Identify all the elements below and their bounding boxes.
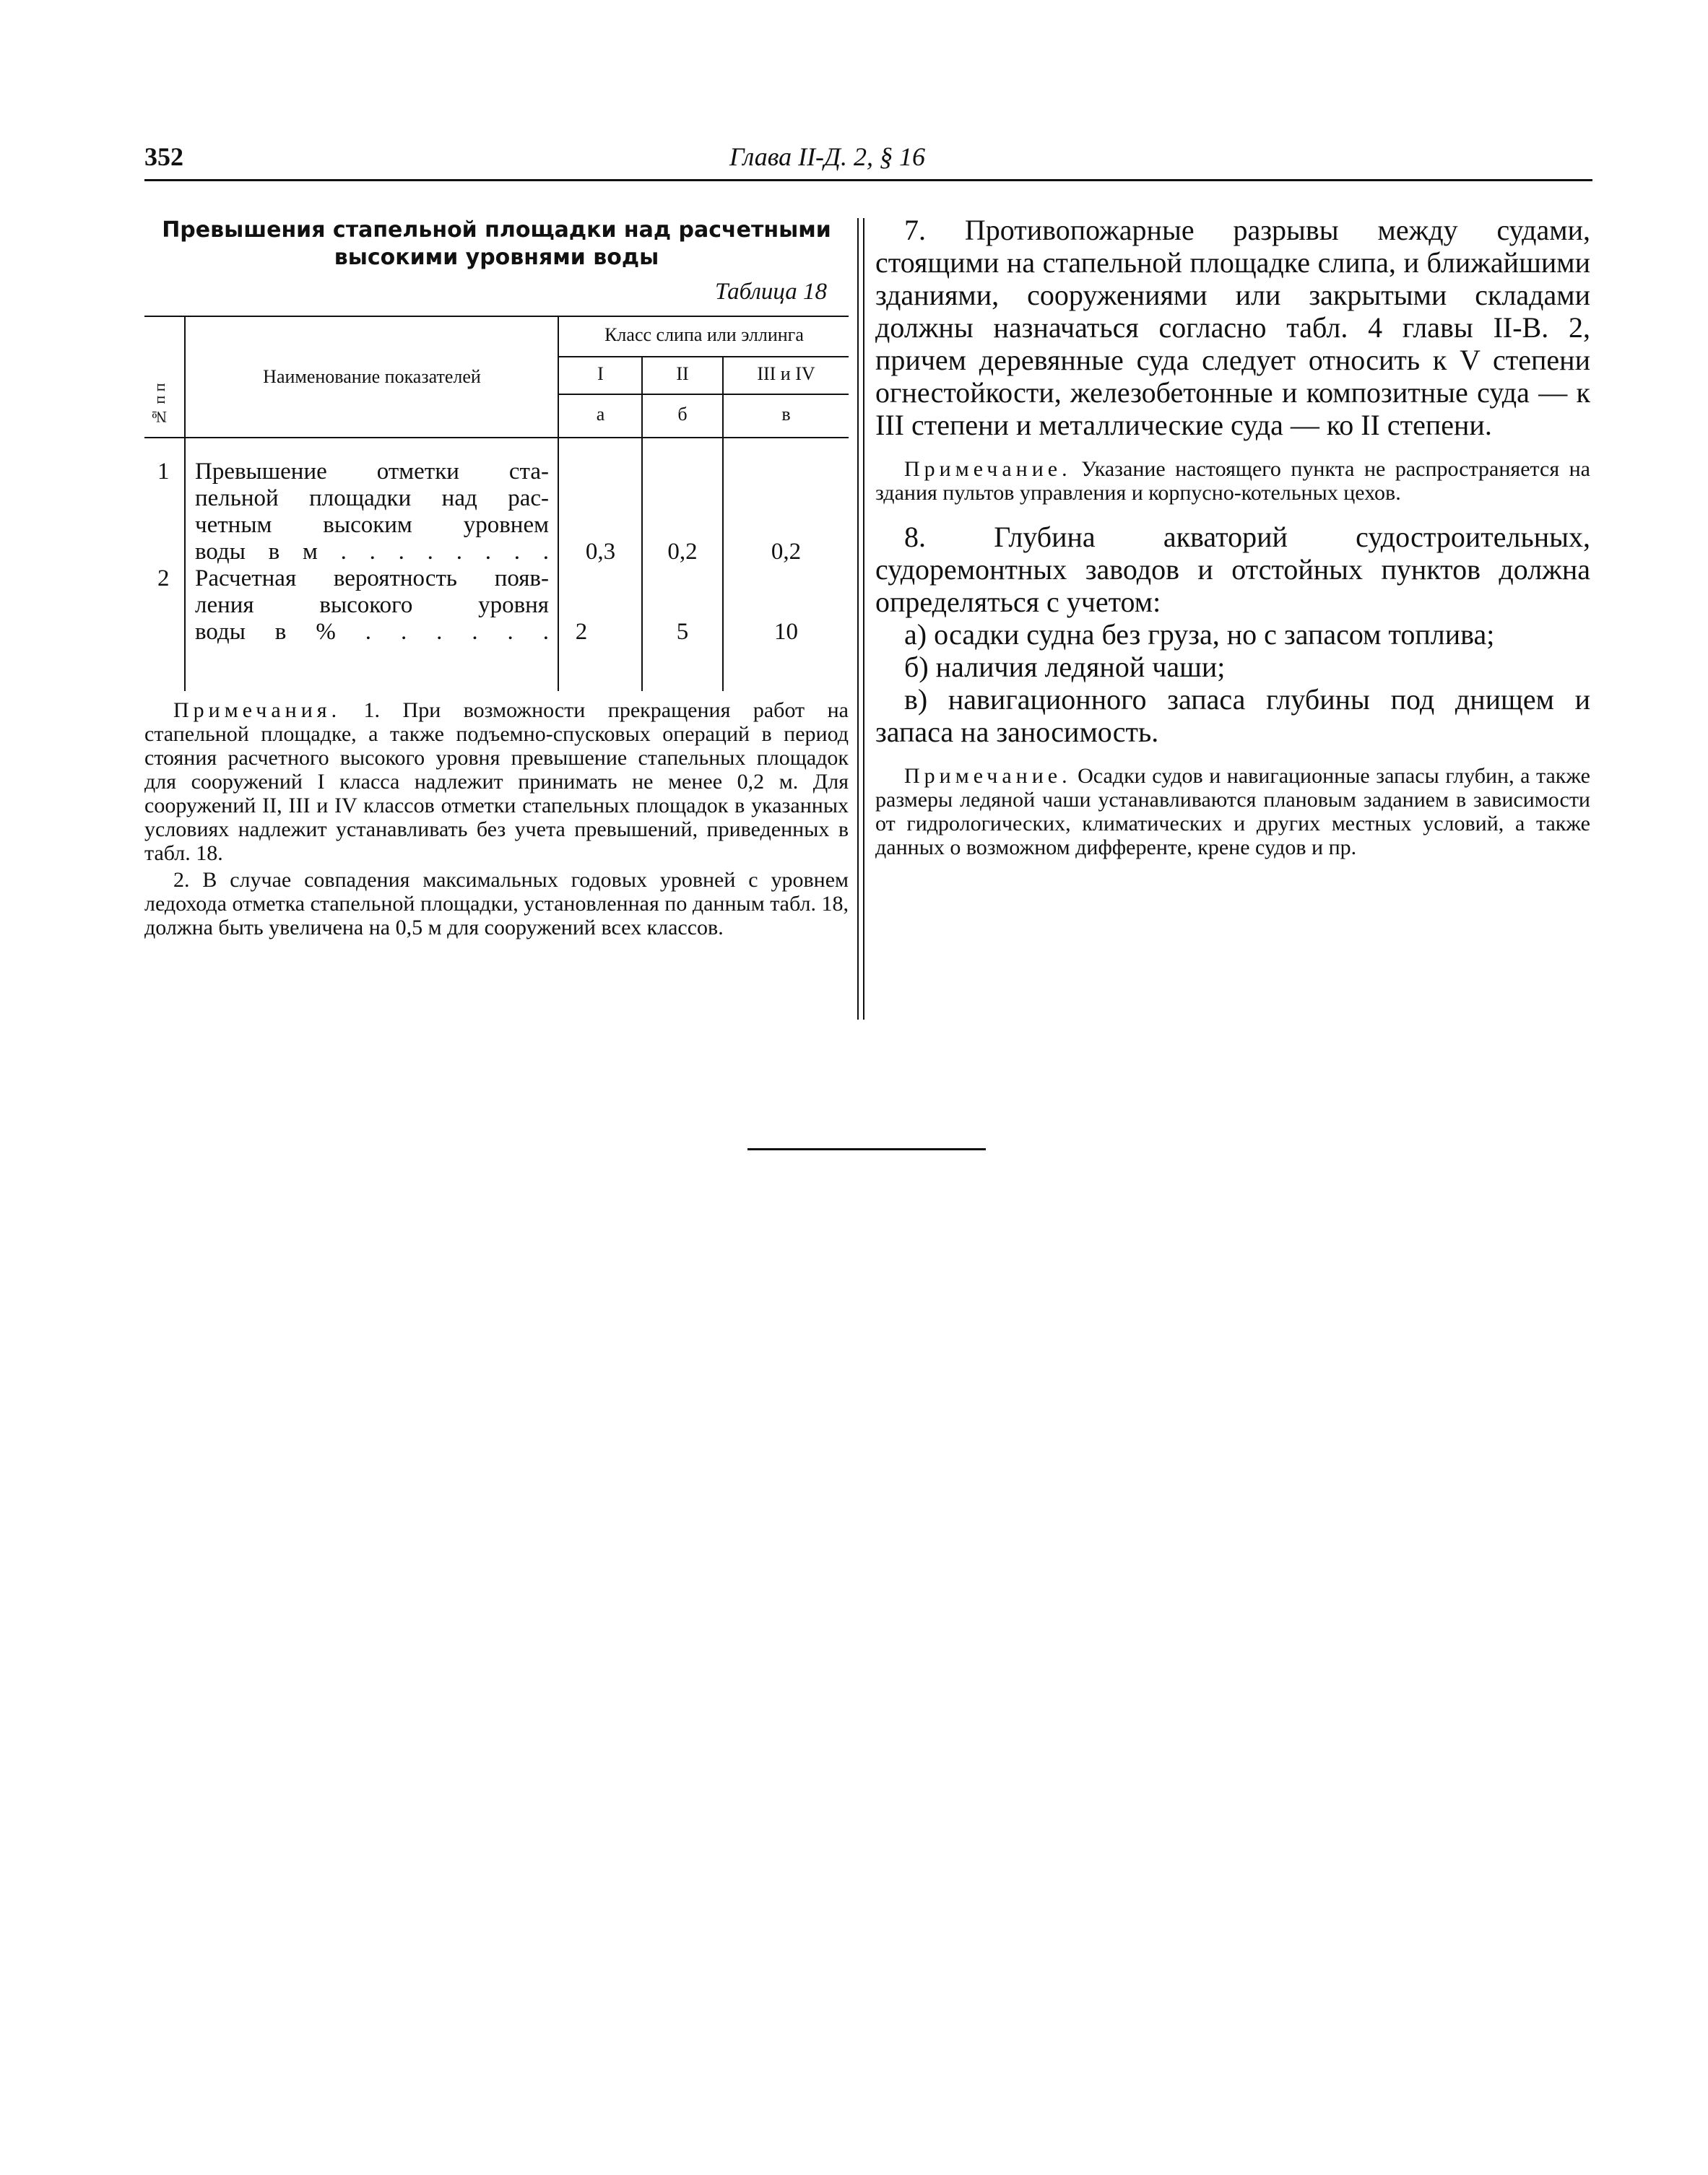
right-column bbox=[875, 214, 1590, 875]
list-item: б) наличия ледяной чаши; bbox=[904, 651, 1226, 683]
note-text: Осадки судов и навигационные запасы глубин, а также размеры ледяной чаши устанавливаются плановым заданием в зависимости от гидрологических, климатических и других местных условий, а также данных о возможном дифференте, крене судов и пр. bbox=[875, 764, 1590, 859]
note-lead: Примечания. bbox=[173, 698, 342, 722]
note-7 bbox=[875, 457, 1590, 505]
row-number: 1 bbox=[157, 459, 170, 485]
page-header bbox=[144, 142, 1592, 181]
paragraph-7: 7. Противопожарные разрывы между судами, стоящими на стапельной площадке слипа, и ближайшими зданиями, сооружениями или закрытыми складами должны назначаться согласно табл. 4 главы II-В. 2, причем деревянные суда следует относить к V степени огнестойкости, железобетонные и композитные суда — к III степени и металлические суда — ко II степени. bbox=[875, 214, 1590, 441]
note-text: Указание настоящего пункта не распространяется на здания пультов управления и корпусно-котельных цехов. bbox=[875, 457, 1590, 505]
row-number: 2 bbox=[157, 565, 170, 591]
note-lead: Примечание. bbox=[904, 764, 1072, 788]
running-head: Глава II-Д. 2, § 16 bbox=[729, 142, 925, 171]
col-name-header: Наименование показателей bbox=[263, 366, 481, 387]
row-label-line: Расчетная вероятность появ- bbox=[195, 565, 549, 591]
row-label-line: Превышение отметки ста- bbox=[195, 459, 549, 485]
page-number: 352 bbox=[144, 142, 183, 171]
class-letter: б bbox=[677, 404, 688, 425]
class-header: I bbox=[597, 363, 604, 384]
note-text: 1. При возможности прекращения работ на стапельной площадке, а также подъемно-спусковых операций в период стояния расчетного высокого уровня превышение стапельных площадок для сооружений I класса надлежит принимать не менее 0,2 м. Для сооружений II, III и IV классов отметки стапельных площадок в указанных условиях надлежит устанавливать без учета превышений, приведенных в табл. 18. bbox=[144, 698, 849, 865]
cell-value: 0,2 bbox=[667, 539, 698, 565]
class-letter: в bbox=[781, 404, 791, 425]
data-table bbox=[144, 316, 849, 691]
row-label-line: воды в м . . . . . . . . bbox=[195, 539, 549, 565]
class-header: II bbox=[676, 363, 689, 384]
row-label-line: воды в % . . . . . . bbox=[195, 619, 549, 645]
row-label-line: пельной площадки над рас- bbox=[195, 485, 549, 511]
list-item: в) навигационного запаса глубины под днищем и запаса на заносимость. bbox=[875, 683, 1590, 748]
class-letter: а bbox=[596, 404, 605, 425]
group-header: Класс слипа или эллинга bbox=[604, 324, 804, 345]
row-label bbox=[195, 565, 549, 646]
cell-value: 10 bbox=[774, 619, 798, 645]
row-label-line: четным высоким уровнем bbox=[195, 512, 549, 538]
table-col-rule bbox=[184, 316, 186, 691]
table-top-rule bbox=[144, 316, 849, 317]
col-num-header: № п п bbox=[150, 383, 168, 426]
row-label bbox=[195, 459, 549, 565]
column-divider bbox=[857, 218, 864, 1020]
note-1 bbox=[144, 698, 849, 865]
footer-rule bbox=[747, 1148, 986, 1150]
left-column bbox=[144, 217, 849, 942]
table-header-rule bbox=[144, 437, 849, 438]
table-rule bbox=[558, 394, 849, 395]
class-header: III и IV bbox=[757, 363, 815, 384]
cell-value: 0,3 bbox=[585, 539, 616, 565]
note-2: 2. В случае совпадения максимальных годовых уровней с уровнем ледохода отметка стапельной площадки, установленная по данным табл. 18, должна быть увеличена на 0,5 м для сооружений всех классов. bbox=[144, 868, 849, 939]
cell-value: 0,2 bbox=[771, 539, 802, 565]
row-label-line: ления высокого уровня bbox=[195, 592, 549, 618]
table-label: Таблица 18 bbox=[715, 279, 827, 305]
cell-value: 5 bbox=[676, 619, 689, 645]
table-col-rule bbox=[558, 316, 559, 691]
note-lead: Примечание. bbox=[904, 457, 1072, 481]
table-notes bbox=[144, 698, 849, 939]
cell-value: 2 bbox=[575, 619, 588, 645]
table-title-line: Превышения стапельной площадки над расчетными bbox=[162, 217, 831, 243]
note-8 bbox=[875, 764, 1590, 859]
table-title bbox=[159, 217, 834, 272]
paragraph-8: 8. Глубина акваторий судостроительных, судоремонтных заводов и отстойных пунктов должна определяться с учетом: bbox=[875, 521, 1590, 618]
table-title-line: высокими уровнями воды bbox=[334, 245, 659, 270]
table-rule bbox=[558, 356, 849, 357]
list-item: а) осадки судна без груза, но с запасом топлива; bbox=[904, 618, 1495, 651]
